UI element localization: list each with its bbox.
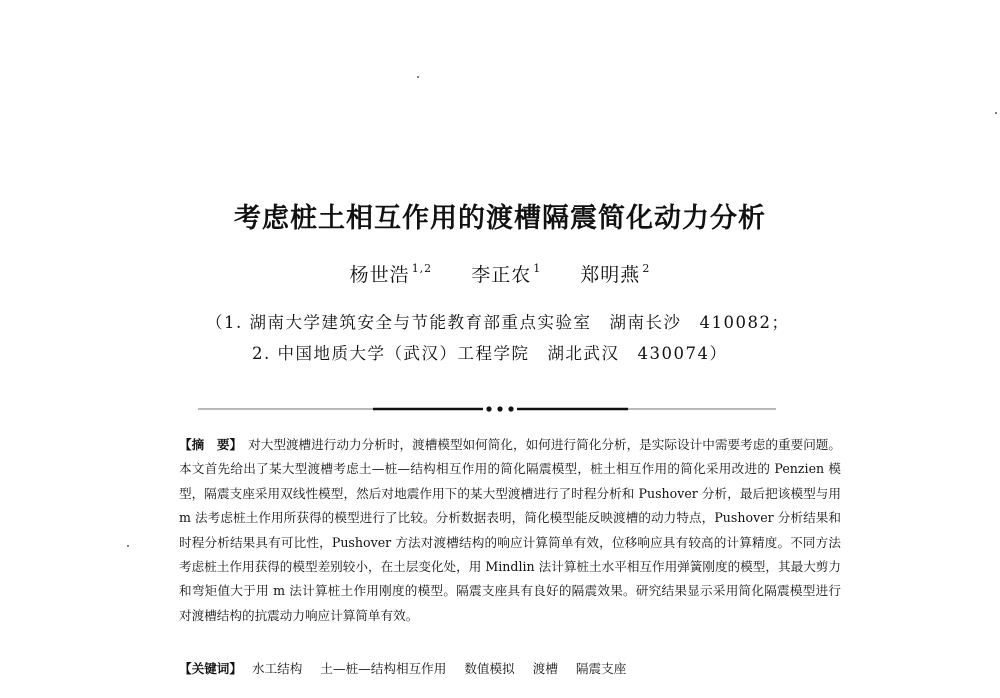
affiliation-1: （1. 湖南大学建筑安全与节能教育部重点实验室 湖南长沙 410082； xyxy=(206,313,790,332)
author-affiliation-mark: 1 xyxy=(533,262,542,275)
keyword: 土—桩—结构相互作用 xyxy=(320,661,447,676)
abstract-text: 对大型渡槽进行动力分析时，渡槽模型如何简化，如何进行简化分析，是实际设计中需要考虑的重要问题。本文首先给出了某大型渡槽考虑土—桩—结构相互作用的简化隔震模型，桩土相互作用的简化采用改进的 Penzien 模型，隔震支座采用双线性模型，然后对地震作用下的某大型渡槽进行了时程分析和 Pushover 分析，最后把该模型与用 m 法考虑桩土作用所获得的模型进行了比较。分析数据表明，简化模型能反映渡槽的动力特点，Pushover 分析结果和时程分析结果具有可比性，Pushover 方法对渡槽结构的响应计算简单有效，位移响应具有较高的计算精度。不同方法考虑桩土作用获得的模型差别较小，在土层变化处，用 Mindlin 法计算桩土水平相互作用弹簧刚度的模型，其最大剪力和弯矩值大于用 m 法计算桩土作用刚度的模型。隔震支座具有良好的隔震效果。研究结果显示采用简化隔震模型进行对渡槽结构的抗震动力响应计算简单有效。 xyxy=(179,437,842,623)
affiliation-2: 2. 中国地质大学（武汉）工程学院 湖北武汉 430074） xyxy=(252,344,728,363)
author-affiliation-mark: 2 xyxy=(642,262,651,275)
paper-title: 考虑桩土相互作用的渡槽隔震简化动力分析 xyxy=(234,203,766,234)
author-name: 杨世浩 xyxy=(349,264,410,286)
scan-speck xyxy=(995,112,997,114)
author-3 xyxy=(580,260,650,287)
keyword: 水工结构 xyxy=(251,661,303,676)
abstract xyxy=(179,433,841,628)
keyword: 渡槽 xyxy=(532,661,558,676)
keywords-label: 【关键词】 xyxy=(179,661,242,676)
author-affiliation-mark: 1,2 xyxy=(411,262,433,275)
author-2 xyxy=(471,260,541,287)
keywords xyxy=(179,658,841,680)
author-list xyxy=(0,260,1000,287)
scan-speck xyxy=(127,545,129,547)
author-name: 李正农 xyxy=(471,264,532,286)
keyword: 隔震支座 xyxy=(575,661,627,676)
keyword: 数值模拟 xyxy=(464,661,515,676)
author-1 xyxy=(350,260,433,287)
decorative-divider xyxy=(198,403,776,415)
abstract-label: 【摘 要】 xyxy=(179,437,243,452)
author-name: 郑明燕 xyxy=(580,264,641,286)
scan-speck xyxy=(417,76,419,78)
